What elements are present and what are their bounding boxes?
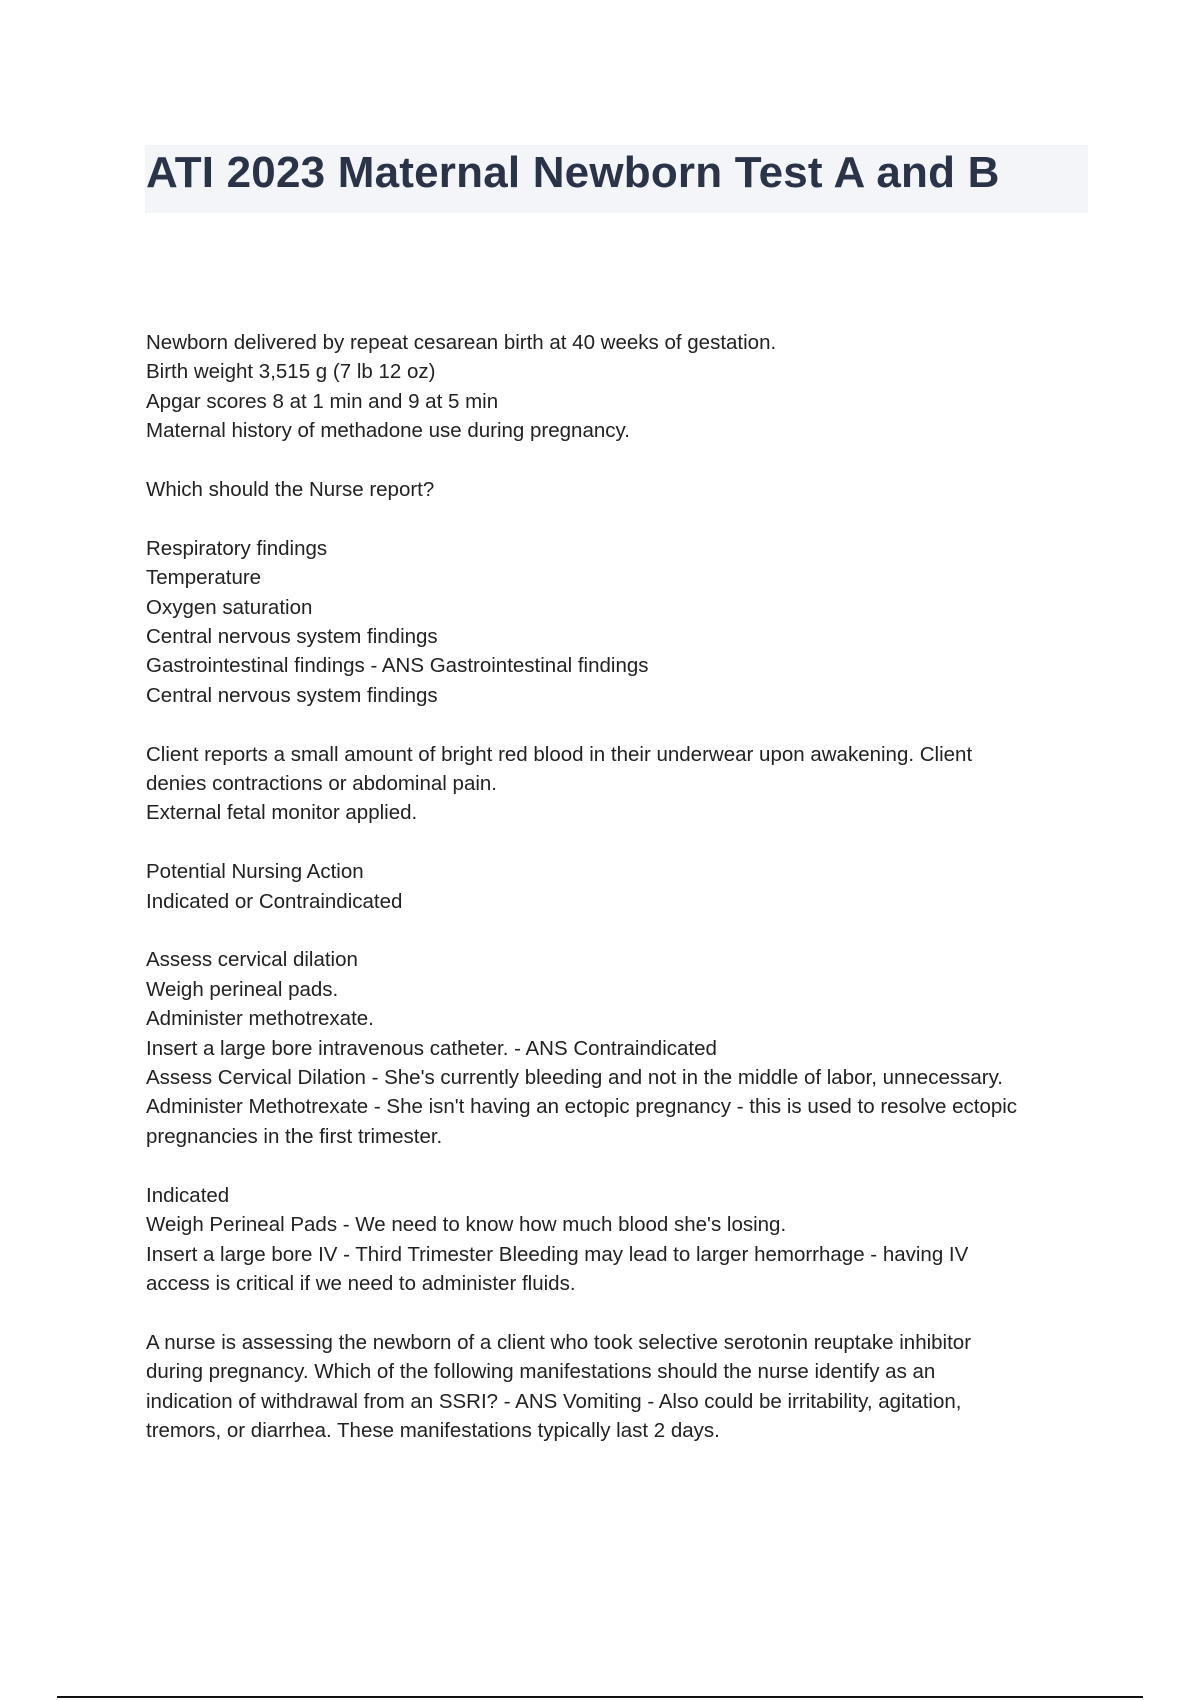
text-line: Gastrointestinal findings - ANS Gastrointestinal findings: [146, 654, 649, 678]
options-paragraph: [146, 534, 1096, 710]
page-title: ATI 2023 Maternal Newborn Test A and B: [146, 148, 1000, 197]
text-line: Insert a large bore IV - Third Trimester Bleeding may lead to larger hemorrhage - having IV: [146, 1242, 969, 1266]
text-line: Indicated: [146, 1183, 230, 1207]
text-line: Client reports a small amount of bright red blood in their underwear upon awakening. Client: [146, 742, 973, 766]
text-line: Central nervous system findings: [146, 625, 438, 649]
document-body: [146, 328, 1096, 1475]
text-line: Temperature: [146, 566, 262, 590]
text-line: Oxygen saturation: [146, 595, 313, 619]
text-line: External fetal monitor applied.: [146, 801, 418, 825]
text-line: Potential Nursing Action: [146, 860, 364, 884]
contraindicated-paragraph: [146, 945, 1096, 1151]
text-line: tremors, or diarrhea. These manifestations typically last 2 days.: [146, 1418, 720, 1442]
text-line: Which should the Nurse report?: [146, 478, 435, 502]
text-line: A nurse is assessing the newborn of a client who took selective serotonin reuptake inhibitor: [146, 1330, 972, 1354]
bleeding-case-paragraph: [146, 740, 1096, 828]
nursing-action-header-paragraph: [146, 857, 1096, 916]
text-line: indication of withdrawal from an SSRI? - ANS Vomiting - Also could be irritability, agitation,: [146, 1389, 962, 1413]
text-line: Assess cervical dilation: [146, 948, 358, 972]
text-line: Birth weight 3,515 g (7 lb 12 oz): [146, 360, 436, 384]
text-line: access is critical if we need to administer fluids.: [146, 1271, 576, 1295]
text-line: during pregnancy. Which of the following manifestations should the nurse identify as an: [146, 1360, 936, 1384]
text-line: Respiratory findings: [146, 536, 328, 560]
indicated-paragraph: [146, 1181, 1096, 1299]
ssri-question-paragraph: [146, 1328, 1096, 1446]
text-line: Central nervous system findings: [146, 683, 438, 707]
text-line: Maternal history of methadone use during pregnancy.: [146, 419, 630, 443]
text-line: Weigh Perineal Pads - We need to know how much blood she's losing.: [146, 1213, 787, 1237]
text-line: pregnancies in the first trimester.: [146, 1124, 443, 1148]
text-line: Newborn delivered by repeat cesarean birth at 40 weeks of gestation.: [146, 331, 777, 354]
text-line: Apgar scores 8 at 1 min and 9 at 5 min: [146, 389, 499, 413]
text-line: Administer methotrexate.: [146, 1007, 374, 1031]
text-line: denies contractions or abdominal pain.: [146, 772, 497, 796]
text-line: Assess Cervical Dilation - She's currently bleeding and not in the middle of labor, unnecessary.: [146, 1066, 1004, 1090]
text-line: Weigh perineal pads.: [146, 977, 339, 1001]
text-line: Indicated or Contraindicated: [146, 889, 403, 913]
text-line: Insert a large bore intravenous catheter. - ANS Contraindicated: [146, 1036, 717, 1060]
newborn-case-paragraph: [146, 328, 1096, 446]
question-paragraph: [146, 475, 1096, 504]
text-line: Administer Methotrexate - She isn't having an ectopic pregnancy - this is used to resolve ectopic: [146, 1095, 1018, 1119]
page-bottom-divider: [57, 1696, 1143, 1698]
